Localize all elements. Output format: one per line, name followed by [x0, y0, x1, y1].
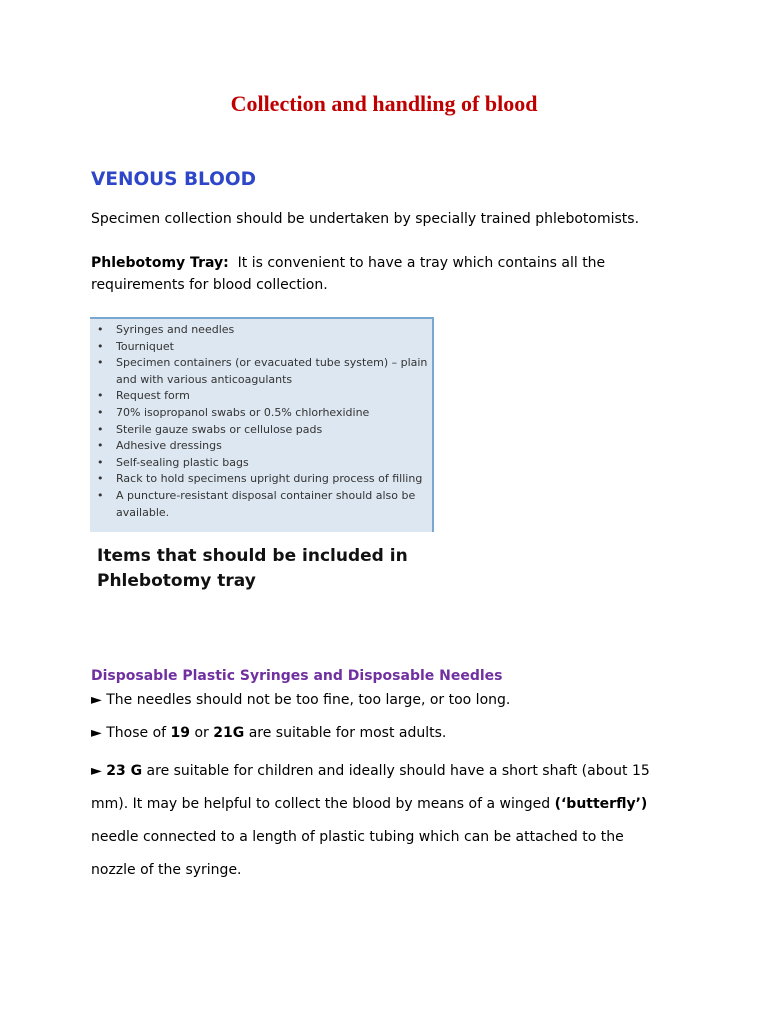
bullet-icon: •: [97, 455, 104, 469]
list-item: • Syringes and needles: [90, 322, 432, 339]
subheading: Disposable Plastic Syringes and Disposable Needles: [91, 668, 503, 684]
caption-line2: Phlebotomy tray: [97, 571, 256, 591]
arrow-icon: ►: [91, 692, 102, 708]
point-3: ► 23 G are suitable for children and ideally should have a short shaft (about 15 mm). It may be helpful to collect the blood by means of a winged (‘butterfly’) needle connected to a length of plastic tubing which can be attached to the nozzle of the syringe.: [91, 763, 650, 878]
tray-paragraph: [91, 252, 691, 296]
bullet-icon: •: [97, 405, 104, 419]
tray-items-list: [90, 319, 432, 521]
list-item: • Self-sealing plastic bags: [90, 455, 432, 472]
list-item: • A puncture-resistant disposal container should also be: [90, 488, 432, 505]
list-item: • Rack to hold specimens upright during process of filling: [90, 471, 432, 488]
point-1-text: The needles should not be too fine, too large, or too long.: [106, 692, 511, 708]
bullet-icon: •: [97, 439, 104, 453]
point-1: [91, 689, 691, 711]
bullet-icon: •: [97, 323, 104, 336]
tray-items-box: [90, 317, 434, 532]
page-title: Collection and handling of blood: [230, 91, 538, 116]
bullet-icon: •: [97, 472, 104, 486]
list-item: • 70% isopropanol swabs or 0.5% chlorhexidine: [90, 405, 432, 422]
tray-text-line2: requirements for blood collection.: [91, 277, 328, 293]
caption-line1: Items that should be included in: [97, 546, 408, 566]
bullet-icon: •: [97, 339, 104, 353]
list-item: • Specimen containers (or evacuated tube system) – plain: [90, 355, 432, 372]
bullet-icon: •: [97, 389, 104, 403]
arrow-icon: ►: [91, 725, 102, 741]
arrow-icon: ►: [91, 763, 102, 779]
list-item: • Sterile gauze swabs or cellulose pads: [90, 422, 432, 439]
list-item-continuation: and with various anticoagulants: [116, 372, 293, 386]
tray-label: Phlebotomy Tray:: [91, 255, 229, 271]
intro-paragraph: Specimen collection should be undertaken by specially trained phlebotomists.: [91, 211, 640, 227]
section-heading: VENOUS BLOOD: [91, 169, 256, 190]
list-item: • Adhesive dressings: [90, 438, 432, 455]
list-item-continuation: available.: [116, 505, 170, 519]
tray-text-line1: It is convenient to have a tray which contains all the: [237, 255, 606, 271]
bullet-icon: •: [97, 422, 104, 436]
bullet-icon: •: [97, 488, 104, 502]
list-item: • Tourniquet: [90, 339, 432, 356]
bullet-icon: •: [97, 356, 104, 370]
point-2: ► Those of 19 or 21G are suitable for most adults.: [91, 725, 447, 741]
tray-caption: [97, 544, 457, 594]
list-item: • Request form: [90, 388, 432, 405]
